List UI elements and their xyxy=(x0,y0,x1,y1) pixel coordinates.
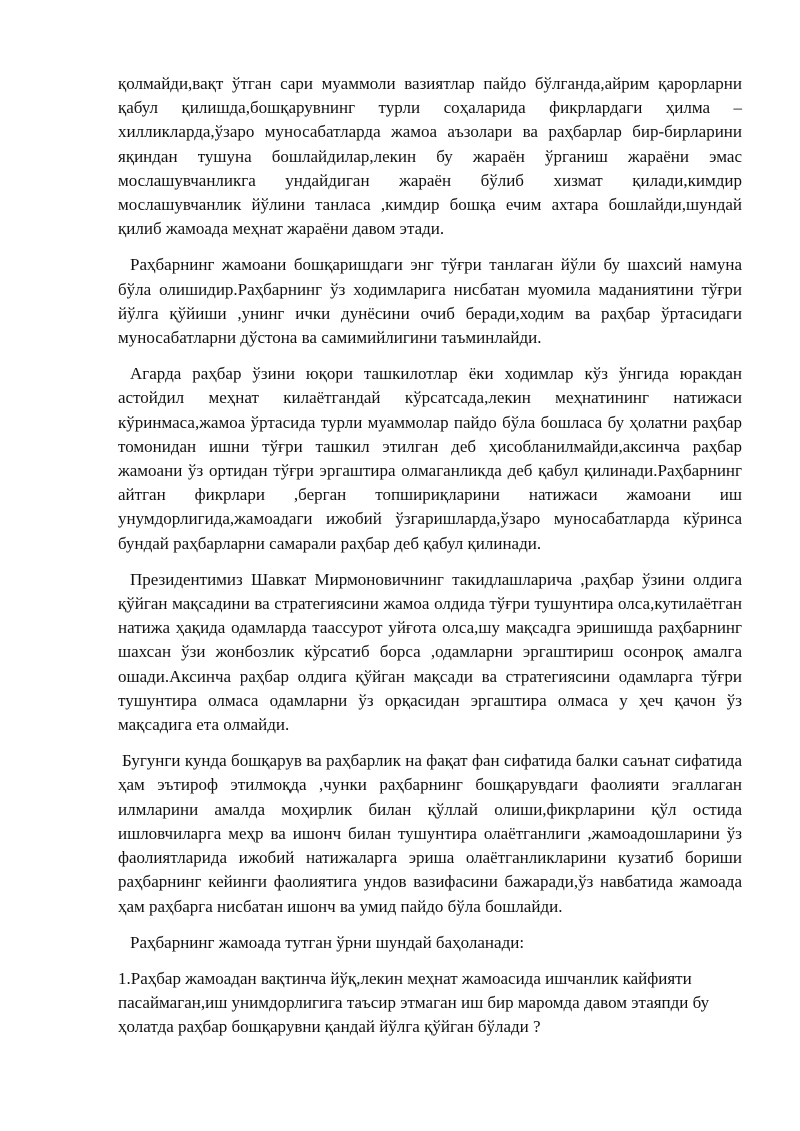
document-page xyxy=(118,72,742,1052)
paragraph-6-heading: Раҳбарнинг жамоада тутган ўрни шундай баҳоланади: xyxy=(130,932,525,952)
paragraph-7-list-item: 1.Раҳбар жамоадан вақтинча йўқ,лекин меҳнат жамоасида ишчанлик кайфияти пасаймаган,иш унимдорлигига таъсир этмаган иш бир маромда давом этаяпди бу ҳолатда раҳбар бошқарувни қандай йўлга қўйган бўлади ? xyxy=(118,968,710,1037)
paragraph-5: Бугунги кунда бошқарув ва раҳбарлик на фақат фан сифатида балки саънат сифатида ҳам эътироф этилмоқда ,чунки раҳбарнинг бошқарувдаги фаолияти эгаллаган илмларини амалда моҳирлик билан қўллай олиши,фикрларини қўл остида ишловчиларга меҳр ва ишонч билан тушунтира олаётганлиги ,жамоадошларини ўз фаолиятларида ижобий натижаларга эриша олаётганликларини кузатиб бориши раҳбарнинг кейинги фаолиятига ундов вазифасини бажаради,ўз навбатида жамоада ҳам раҳбарга нисбатан ишонч ва умид пайдо бўла бошлайди. xyxy=(118,751,742,916)
paragraph-3: Агарда раҳбар ўзини юқори ташкилотлар ёки ходимлар кўз ўнгида юракдан астойдил меҳнат килаётгандай кўрсатсада,лекин меҳнатининг натижаси кўринмаса,жамоа ўртасида турли муаммолар пайдо бўла бошласа бу ҳолатни раҳбар томонидан ишни тўғри ташкил этилган деб ҳисобланилмайди,аксинча раҳбар жамоани ўз ортидан тўғри эргаштира олмаганликда деб қабул қилинади.Раҳбарнинг айтган фикрлари ,берган топшириқларини натижаси жамоани иш унумдорлигида,жамоадаги ижобий ўзгаришларда,ўзаро муносабатларда кўринса бундай раҳбарларни самарали раҳбар деб қабул қилинади. xyxy=(118,364,742,553)
paragraph-4: Президентимиз Шавкат Мирмоновичнинг такидлашларича ,раҳбар ўзини олдига қўйган мақсадини ва стратегиясини жамоа олдида тўғри тушунтира олса,кутилаётган натижа ҳақида одамларда таассурот уйғота олса,шу мақсадга эришишда раҳбарнинг шахсан ўзи жонбозлик кўрсатиб борса ,одамларни эргаштириш осонроқ амалга ошади.Аксинча раҳбар олдига қўйган мақсади ва стратегиясини одамларга тўғри тушунтира олмаса одамларни ўз орқасидан эргаштира олмаса у ҳеч қачон ўз мақсадига ета олмайди. xyxy=(118,569,742,735)
paragraph-2: Раҳбарнинг жамоани бошқаришдаги энг тўғри танлаган йўли бу шахсий намуна бўла олишидир.Раҳбарнинг ўз ходимларига нисбатан муомила маданиятини тўғри йўлга қўйиши ,унинг ички дунёсини очиб беради,ходим ва раҳбар ўртасидаги муносабатларни дўстона ва самимийлигини таъминлайди. xyxy=(118,255,742,348)
paragraph-1: қолмайди,вақт ўтган сари муаммоли вазиятлар пайдо бўлганда,айрим қарорларни қабул қилишда,бошқарувнинг турли соҳаларида фикрлардаги ҳилма – хилликларда,ўзаро муносабатларда жамоа аъзолари ва раҳбарлар бир-бирларини яқиндан тушуна бошлайдилар,лекин бу жараён ўрганиш жараёни эмас мослашувчанликга ундайдиган жараён бўлиб хизмат қилади,кимдир мослашувчанлик йўлини танласа ,кимдир бошқа ечим ахтара бошлайди,шундай қилиб жамоада меҳнат жараёни давом этади. xyxy=(118,74,742,239)
